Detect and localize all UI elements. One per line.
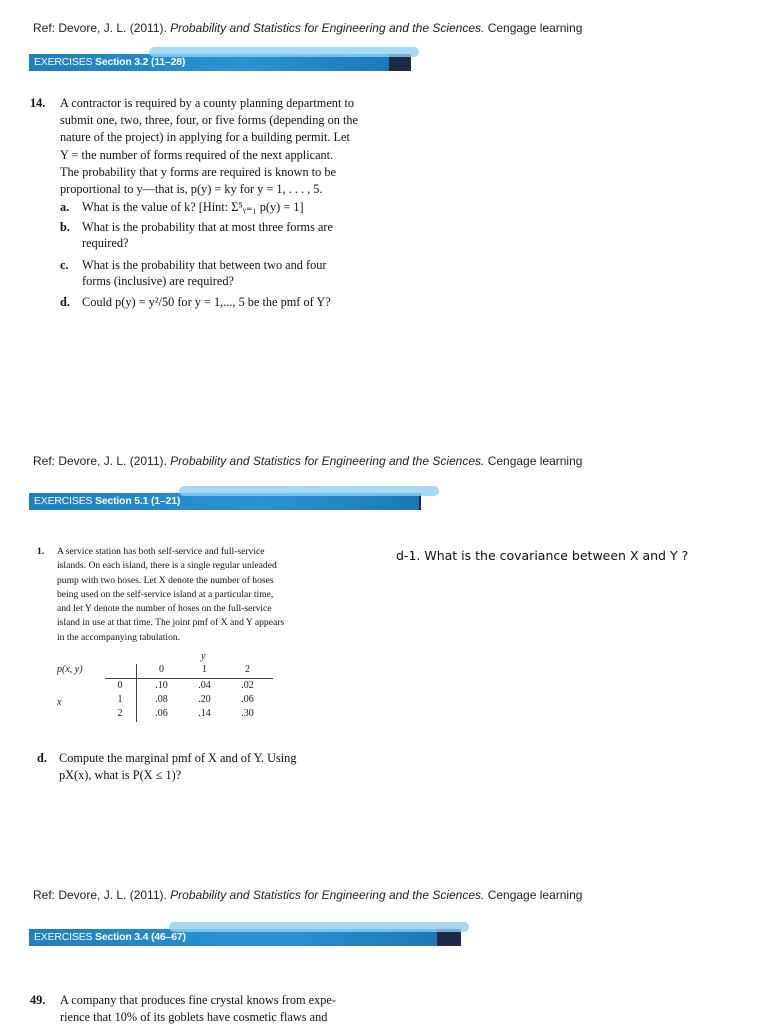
part-label: c. <box>60 258 69 272</box>
ref-prefix: Ref: Devore, J. L. (2011). <box>33 454 171 468</box>
banner-section: Section 3.2 (11–28) <box>95 56 186 68</box>
exercise-line: proportional to y—that is, p(y) = ky for y = 1, . . . , 5. <box>60 182 323 197</box>
table-row <box>110 693 269 707</box>
ref-suffix: Cengage learning <box>484 888 583 902</box>
exercise-1 <box>37 545 357 645</box>
exercise-line: in the accompanying tabulation. <box>57 631 181 643</box>
table-cell: .06 <box>155 708 168 719</box>
exercise-line: nature of the project) in applying for a building permit. Let <box>60 130 350 145</box>
banner-glow <box>169 922 469 932</box>
col-header: 0 <box>159 664 164 675</box>
exercise-line: submit one, two, three, four, or five forms (depending on the <box>60 113 358 128</box>
table-cell: .20 <box>198 694 211 705</box>
part-text: What is the value of k? [Hint: Σ⁵ᵧ₌₁ p(y) = 1] <box>82 200 304 214</box>
banner-section: Section 5.1 (1–21) <box>95 495 181 507</box>
part-text: forms (inclusive) are required? <box>82 274 234 288</box>
exercise-number: 1. <box>37 546 45 557</box>
exercise-line: A company that produces fine crystal knows from expe- <box>60 993 336 1007</box>
table-cell: .14 <box>198 708 211 719</box>
exercise-number: 14. <box>30 96 46 110</box>
section-banner-5-1 <box>29 492 421 510</box>
banner-text <box>34 931 186 943</box>
ref-book-title: Probability and Statistics for Engineering and the Sciences. <box>170 454 485 468</box>
part-text: What is the probability that at most three forms are <box>82 220 333 234</box>
col-header: 2 <box>245 664 250 675</box>
ref-prefix: Ref: Devore, J. L. (2011). <box>33 21 171 35</box>
table-cell: .08 <box>155 694 168 705</box>
table-cell: .06 <box>241 694 254 705</box>
exercise-number: 49. <box>30 993 46 1007</box>
ref-book-title: Probability and Statistics for Engineering and the Sciences. <box>170 888 485 902</box>
banner-glow <box>149 47 419 57</box>
row-header: 0 <box>117 680 123 691</box>
exercise-49 <box>30 992 410 1024</box>
banner-text <box>34 56 185 68</box>
part-label: d. <box>60 295 70 309</box>
part-label: d. <box>37 751 47 765</box>
exercise-1-part-d <box>37 750 357 790</box>
exercise-body <box>60 95 420 198</box>
part-label: b. <box>60 220 70 234</box>
exercise-14 <box>30 95 390 315</box>
ref-suffix: Cengage learning <box>484 454 583 468</box>
exercise-line: The probability that y forms are required is known to be <box>60 164 336 179</box>
exercise-line: A service station has both self-service and full-service <box>57 546 265 557</box>
section-banner-3-2 <box>29 53 411 71</box>
banner-glow <box>179 486 439 496</box>
exercise-line: and let Y denote the number of hoses on the full-service <box>57 603 272 615</box>
part-text: required? <box>82 236 129 250</box>
table-corner-label: p(x, y) <box>57 664 83 675</box>
row-header: 2 <box>117 708 123 719</box>
banner-label: EXERCISES <box>34 931 93 943</box>
exercise-line: island in use at that time. The joint pmf of X and Y appears <box>57 617 285 629</box>
exercise-body <box>60 992 410 1026</box>
ref-prefix: Ref: Devore, J. L. (2011). <box>33 888 171 902</box>
part-text: Could p(y) = y²/50 for y = 1,..., 5 be the pmf of Y? <box>82 295 331 309</box>
section-banner-3-4 <box>29 928 461 946</box>
exercise-line: pump with two hoses. Let X denote the number of hoses <box>57 574 274 586</box>
col-header: 1 <box>202 664 207 675</box>
reference-line-2 <box>33 454 582 468</box>
part-text: What is the probability that between two and four <box>82 258 327 272</box>
reference-line-3 <box>33 888 582 902</box>
part-line: Compute the marginal pmf of X and of Y. Using <box>59 751 297 765</box>
side-question: d-1. What is the covariance between X and Y ? <box>396 548 689 563</box>
col-variable: y <box>201 651 206 662</box>
table-cell: .30 <box>241 708 254 719</box>
banner-text <box>34 495 180 507</box>
part-line: pX(x), what is P(X ≤ 1)? <box>59 768 182 782</box>
banner-label: EXERCISES <box>34 495 93 507</box>
table-row <box>110 679 269 693</box>
reference-line-1 <box>33 21 582 35</box>
exercise-body <box>57 545 357 645</box>
exercise-line: A contractor is required by a county planning department to <box>60 96 355 110</box>
exercise-line: islands. On each island, there is a single regular unleaded <box>57 560 277 572</box>
part-label: a. <box>60 200 70 214</box>
banner-label: EXERCISES <box>34 56 93 68</box>
part-text <box>59 750 359 784</box>
table-cell: .04 <box>198 680 211 691</box>
banner-section: Section 3.4 (46–67) <box>95 931 186 943</box>
table-cell: .10 <box>155 680 168 691</box>
ref-suffix: Cengage learning <box>484 21 583 35</box>
table-header-row <box>140 664 270 675</box>
exercise-line: being used on the self-service island at a particular time, <box>57 588 274 600</box>
ref-book-title: Probability and Statistics for Engineering and the Sciences. <box>170 21 485 35</box>
exercise-line: rience that 10% of its goblets have cosmetic flaws and <box>60 1010 328 1025</box>
row-variable: x <box>57 697 62 708</box>
table-body <box>110 679 269 721</box>
table-cell: .02 <box>241 680 254 691</box>
exercise-line: Y = the number of forms required of the next applicant. <box>60 147 334 162</box>
row-header: 1 <box>117 694 123 705</box>
table-row <box>110 707 269 721</box>
